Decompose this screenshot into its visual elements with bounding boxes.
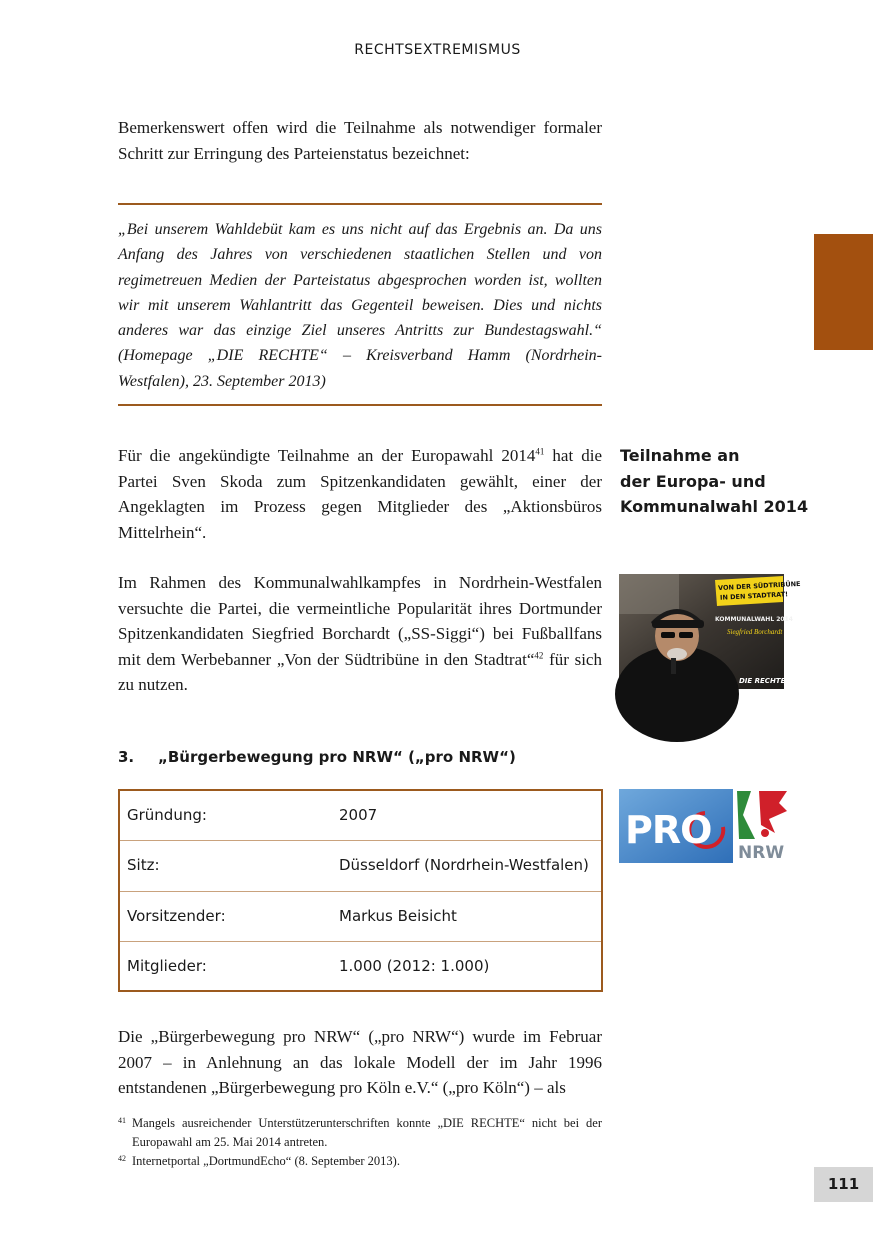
banner-subline-1: KOMMUNALWAHL 2014 <box>715 616 793 623</box>
fact-table <box>118 789 603 992</box>
footnote-text: Internetportal „DortmundEcho“ (8. September 2013). <box>132 1154 400 1168</box>
kommunalwahl-paragraph <box>118 570 602 698</box>
section-title: „Bürgerbewegung pro NRW“ („pro NRW“) <box>158 748 516 766</box>
banner-line-2: IN DEN STADTRAT! <box>719 590 789 602</box>
quote-box <box>118 203 602 406</box>
logo-pro-text: PRO <box>625 808 712 852</box>
footnotes <box>118 1114 602 1171</box>
banner-subline-2: Siegfried Borchardt <box>727 628 783 636</box>
europawahl-text-b: hat die Partei Sven Skoda zum Spitzenkandidaten gewählt, einer der Angeklagten im Prozess gegen Mitglieder des „Aktionsbüros Mittelrhein“. <box>118 446 602 542</box>
footnote-42 <box>118 1152 602 1171</box>
logo-nrw-text: NRW <box>738 843 785 863</box>
kommunalwahl-text-a: Im Rahmen des Kommunalwahlkampfes in Nordrhein-Westfalen versuchte die Partei, die vermeintliche Popularität ihres Dortmunder Spitzenkandidaten Siegfried Borchardt („SS-Siggi“) bei Fußballfans mit dem Werbebanner „Von der Südtribüne in den Stadtrat“ <box>118 573 602 669</box>
fact-value: Düsseldorf (Nordrhein-Westfalen) <box>339 856 589 875</box>
fact-value: 2007 <box>339 806 378 824</box>
running-header: RECHTSEXTREMISMUS <box>354 42 521 58</box>
pro-nrw-paragraph: Die „Bürgerbewegung pro NRW“ („pro NRW“) wurde im Februar 2007 – in Anlehnung an das lokale Modell der im Jahr 1996 entstandenen „Bürgerbewegung pro Köln e.V.“ („pro Köln“) – als <box>118 1027 602 1097</box>
margin-heading-line: der Europa- und <box>620 471 766 491</box>
fact-label: Vorsitzender: <box>127 906 226 925</box>
intro-paragraph: Bemerkenswert offen wird die Teilnahme als notwendiger formaler Schritt zur Erringung des Parteienstatus bezeichnet: <box>118 118 602 163</box>
fact-value: 1.000 (2012: 1.000) <box>339 956 490 975</box>
kommunalwahl-text-b: für sich zu nutzen. <box>118 649 602 694</box>
section-heading <box>118 748 516 766</box>
footnote-ref-41[interactable]: 41 <box>535 446 545 457</box>
banner-line-1: VON DER SÜDTRIBÜNE <box>717 579 801 593</box>
table-row <box>120 892 601 942</box>
margin-heading-line: Teilnahme an <box>620 446 740 465</box>
banner-brand: DIE RECHTE <box>739 677 786 685</box>
footnote-text: Mangels ausreichender Unterstützerunterschriften konnte „DIE RECHTE“ nicht bei der Europawahl am 25. Mai 2014 antreten. <box>132 1116 602 1149</box>
fact-label: Sitz: <box>127 856 160 875</box>
table-row <box>120 942 601 992</box>
footnote-41 <box>118 1114 602 1152</box>
campaign-banner-photo <box>619 574 801 689</box>
chapter-tab <box>814 234 873 350</box>
europawahl-text-a: Für die angekündigte Teilnahme an der Europawahl 2014 <box>118 446 536 465</box>
quote-text: „Bei unserem Wahldebüt kam es uns nicht auf das Ergebnis an. Da uns Anfang des Jahres von verschiedenen staatlichen Stellen und von regimetreuen Medien der Parteistatus abgesprochen worden ist, wollten wir mit unserem Wahlantritt das Gegenteil beweisen. Dies und nichts anderes war das einzige Ziel unseres Antritts zur Bundestagswahl.“ (Homepage „DIE RECHTE“ – Kreisverband Hamm (Nordrhein-Westfalen), 23. September 2013) <box>118 221 602 390</box>
footnote-mark: 42 <box>118 1154 126 1163</box>
section-number: 3. <box>118 748 135 766</box>
footnote-ref-42[interactable]: 42 <box>534 649 544 660</box>
fact-label: Mitglieder: <box>127 956 207 975</box>
margin-heading <box>620 443 810 520</box>
europawahl-paragraph <box>118 443 602 545</box>
fact-value: Markus Beisicht <box>339 906 457 925</box>
page-number: 111 <box>814 1167 873 1202</box>
pro-nrw-logo <box>619 789 791 863</box>
footnote-mark: 41 <box>118 1116 126 1125</box>
fact-label: Gründung: <box>127 806 207 824</box>
margin-heading-line: Kommunalwahl 2014 <box>620 497 809 516</box>
table-row <box>120 791 601 841</box>
table-row <box>120 841 601 891</box>
